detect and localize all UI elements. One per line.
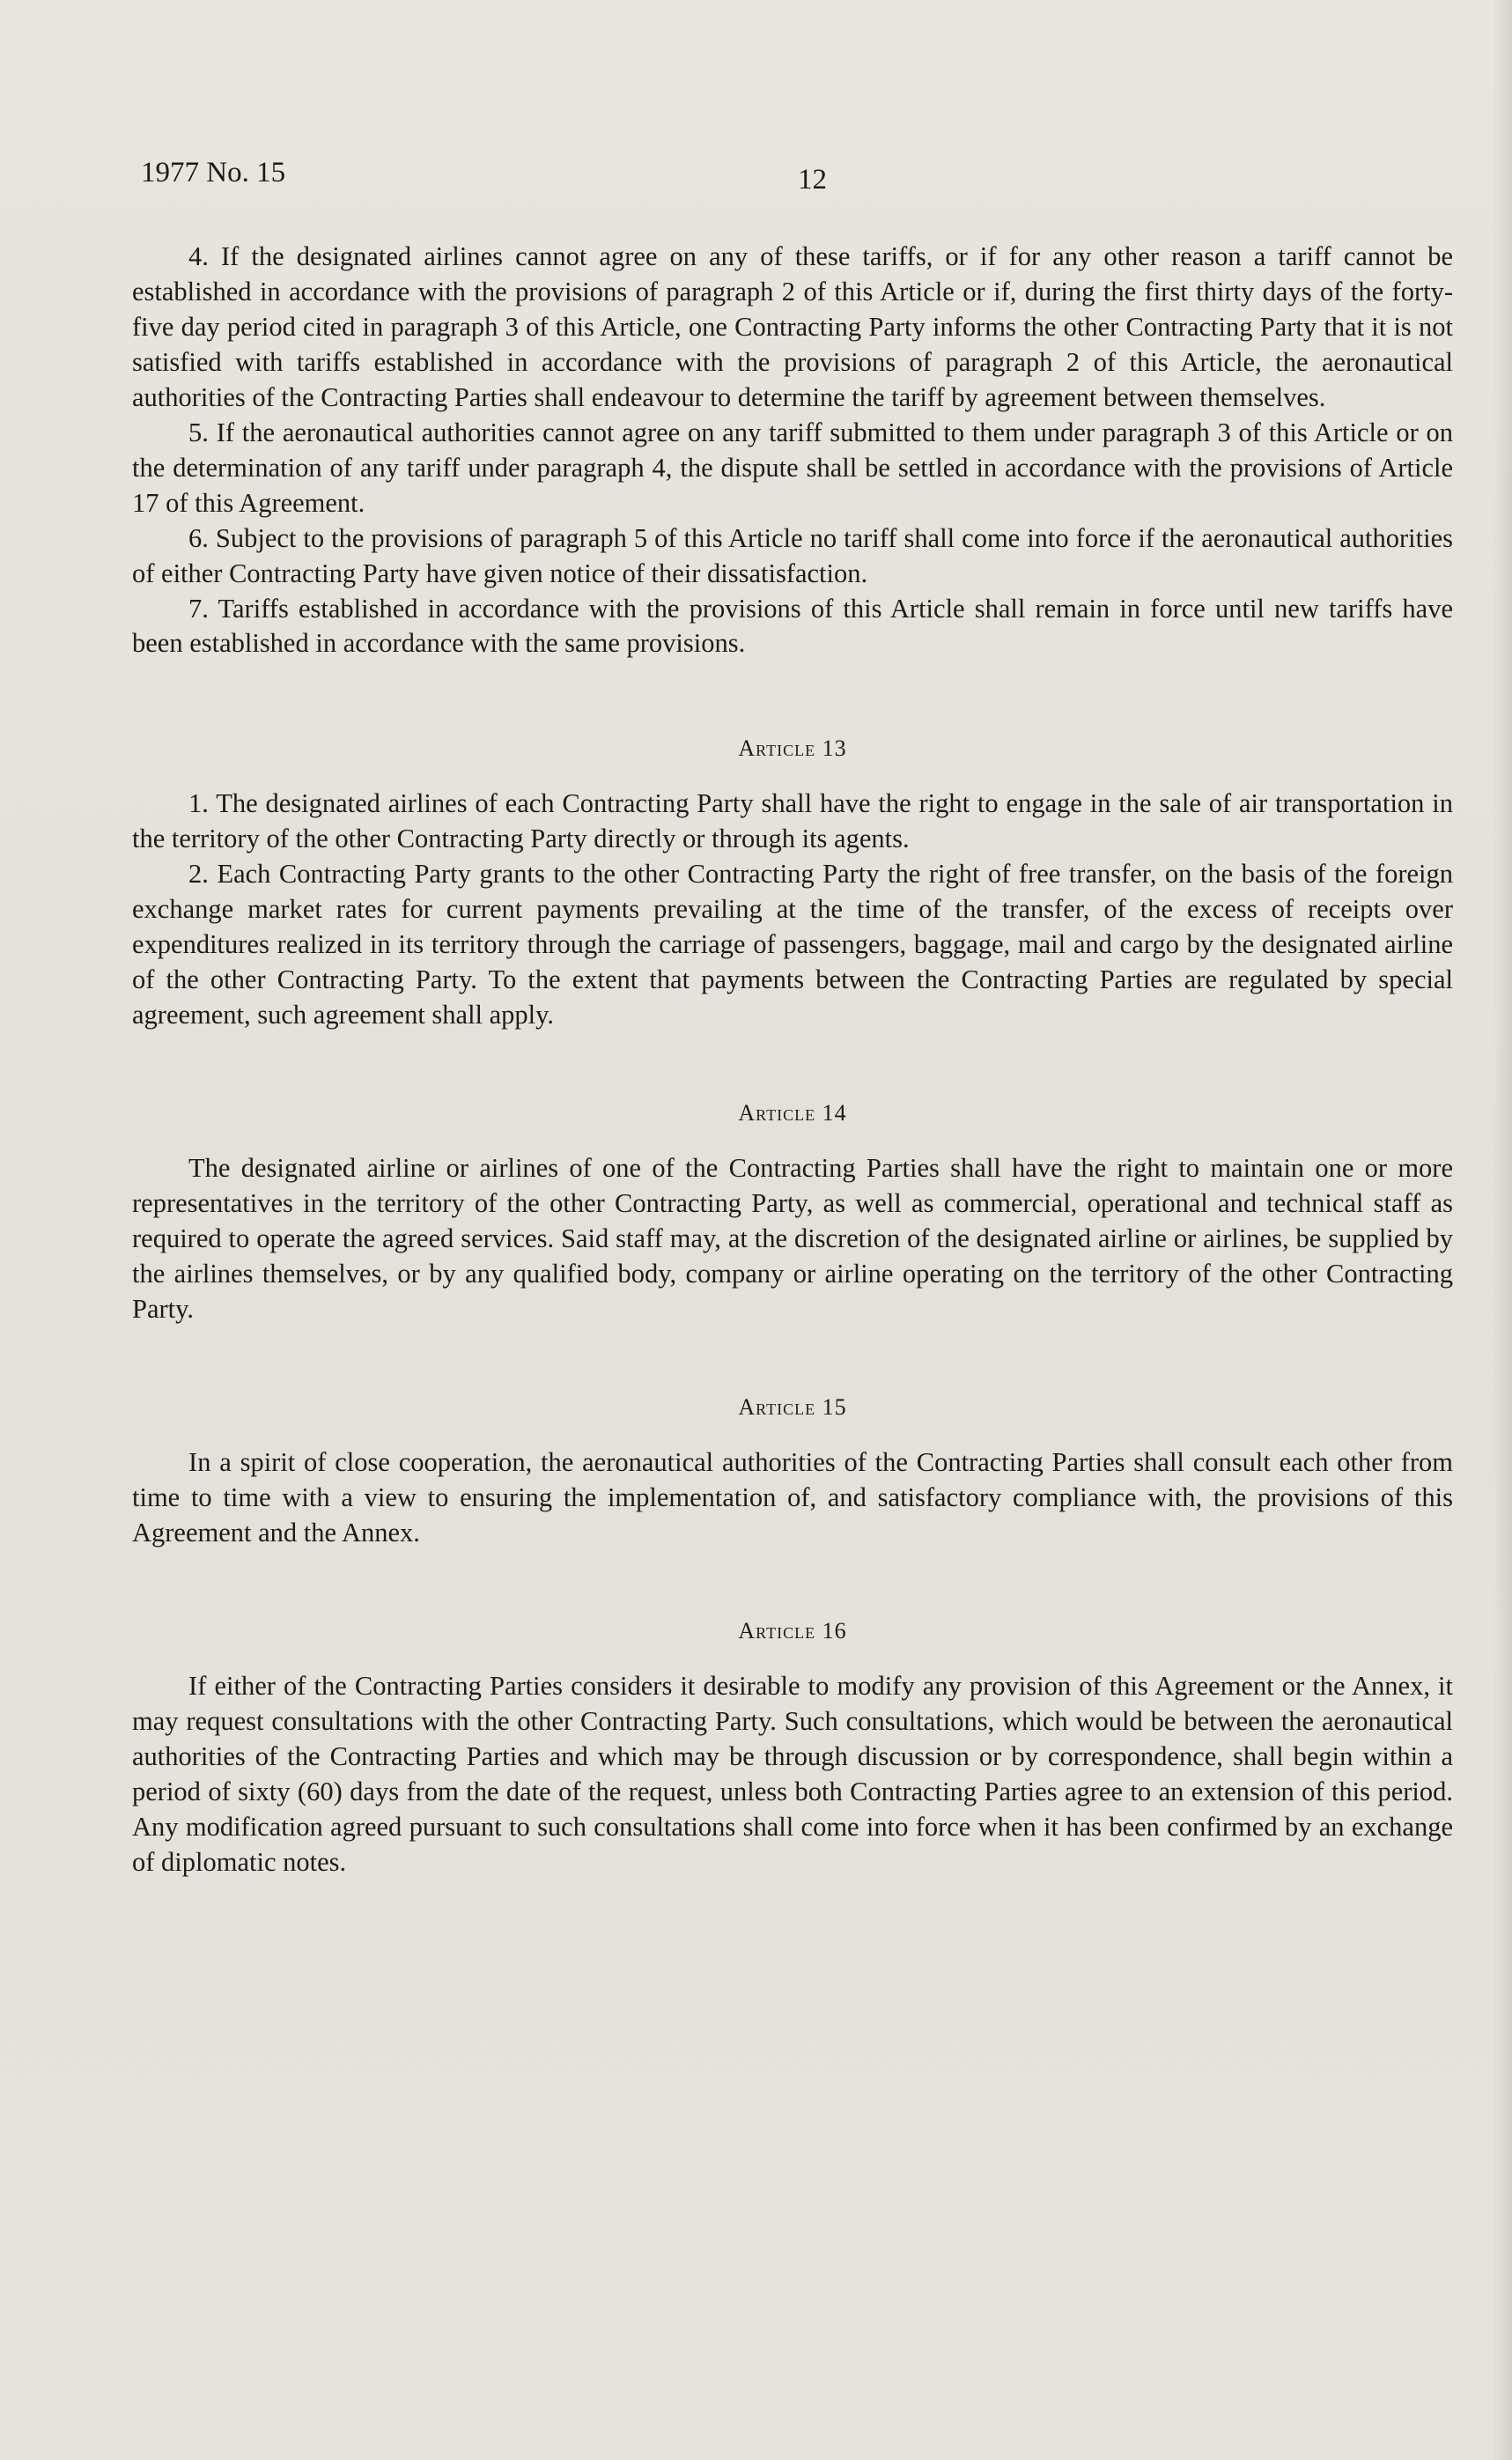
page-edge-shadow	[1493, 0, 1512, 2460]
page-number: 12	[798, 164, 827, 196]
document-body	[132, 240, 1453, 1880]
article-13-heading: Article 13	[738, 735, 847, 762]
article-13-paragraph-1: 1. The designated airlines of each Contracting Party shall have the right to engage in the sale of air transportation in the territory of the other Contracting Party directly or through its agents.	[132, 788, 1453, 854]
article-13-paragraph-2: 2. Each Contracting Party grants to the other Contracting Party the right of free transfer, on the basis of the foreign exchange market rates for current payments prevailing at the time of the transfer, of the excess of receipts over expenditures realized in its territory through the carriage of passengers, baggage, mail and cargo by the designated airline of the other Contracting Party. To the extent that payments between the Contracting Parties are regulated by special agreement, such agreement shall apply.	[132, 859, 1453, 1031]
article-14-paragraph: The designated airline or airlines of one of the Contracting Parties shall have the right to maintain one or more representatives in the territory of the other Contracting Party, as well as commercial, operational and technical staff as required to operate the agreed services. Said staff may, at the discretion of the designated airline or airlines, be supplied by the airlines themselves, or by any qualified body, company or airline operating on the territory of the other Contracting Party.	[132, 1153, 1453, 1325]
paragraph-6: 6. Subject to the provisions of paragraph 5 of this Article no tariff shall come into force if the aeronautical authorities of either Contracting Party have given notice of their dissatisfaction.	[132, 522, 1453, 588]
paragraph-7: 7. Tariffs established in accordance with the provisions of this Article shall remain in force until new tariffs have been established in accordance with the same provisions.	[132, 593, 1453, 659]
article-15-paragraph: In a spirit of close cooperation, the aeronautical authorities of the Contracting Parties shall consult each other from time to time with a view to ensuring the implementation of, and satisfactory compliance with, the provisions of this Agreement and the Annex.	[132, 1447, 1453, 1548]
article-16-paragraph: If either of the Contracting Parties considers it desirable to modify any provision of this Agreement or the Annex, it may request consultations with the other Contracting Party. Such consultations, which would be between the aeronautical authorities of the Contracting Parties and which may be through discussion or by correspondence, shall begin within a period of sixty (60) days from the date of the request, unless both Contracting Parties agree to an extension of this period. Any modification agreed pursuant to such consultations shall come into force when it has been confirmed by an exchange of diplomatic notes.	[132, 1670, 1453, 1877]
paragraph-4: 4. If the designated airlines cannot agree on any of these tariffs, or if for any other reason a tariff cannot be established in accordance with the provisions of paragraph 2 of this Article or if, during the first thirty days of the forty-five day period cited in paragraph 3 of this Article, one Contracting Party informs the other Contracting Party that it is not satisfied with tariffs established in accordance with the provisions of paragraph 2 of this Article, the aeronautical authorities of the Contracting Parties shall endeavour to determine the tariff by agreement between themselves.	[132, 241, 1453, 412]
article-16-heading: Article 16	[738, 1617, 847, 1644]
page-header	[141, 157, 1371, 201]
statute-reference: 1977 No. 15	[141, 157, 286, 188]
paragraph-5: 5. If the aeronautical authorities cannot agree on any tariff submitted to them under paragraph 3 of this Article or on the determination of any tariff under paragraph 4, the dispute shall be settled in accordance with the provisions of Article 17 of this Agreement.	[132, 417, 1453, 518]
article-14-heading: Article 14	[738, 1100, 847, 1127]
article-15-heading: Article 15	[738, 1393, 847, 1420]
